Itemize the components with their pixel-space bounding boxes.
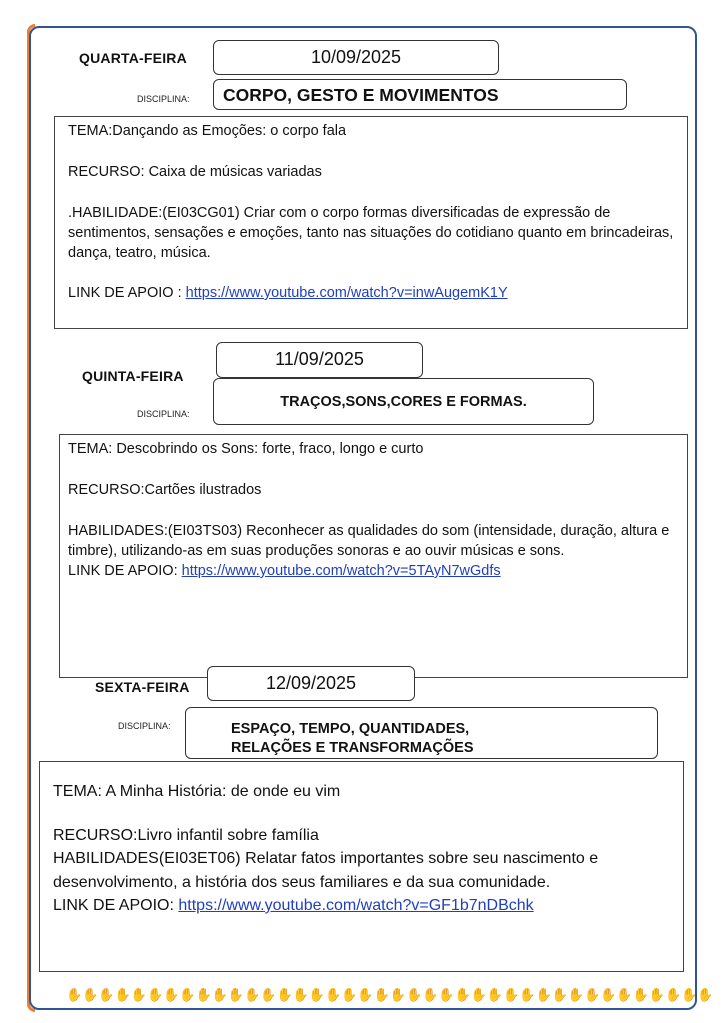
support-link-wednesday[interactable]: https://www.youtube.com/watch?v=inwAugemK1Y bbox=[185, 285, 508, 301]
hand-icon: ✋ bbox=[179, 987, 196, 1002]
discipline-label-friday: DISCIPLINA: bbox=[118, 721, 171, 731]
hand-icon: ✋ bbox=[389, 987, 406, 1002]
lesson-box-friday bbox=[39, 761, 684, 972]
hand-icon: ✋ bbox=[551, 987, 568, 1002]
hand-icon: ✋ bbox=[567, 987, 584, 1002]
hand-icon: ✋ bbox=[438, 987, 455, 1002]
hand-icon: ✋ bbox=[260, 987, 277, 1002]
hand-icon: ✋ bbox=[373, 987, 390, 1002]
link-label-friday: LINK DE APOIO: bbox=[53, 897, 179, 914]
hand-icon: ✋ bbox=[486, 987, 504, 1002]
weekday-wednesday: QUARTA-FEIRA bbox=[79, 50, 187, 66]
hand-icon: ✋ bbox=[82, 987, 99, 1002]
hand-icon: ✋ bbox=[163, 987, 180, 1002]
recurso-thursday: RECURSO:Cartões ilustrados bbox=[68, 482, 262, 498]
hand-icon: ✋ bbox=[664, 987, 682, 1002]
habilidade-friday: HABILIDADES(EI03ET06) Relatar fatos importantes sobre seu nascimento e desenvolvimento, a história dos seus familiares e da sua comunidade. bbox=[53, 850, 599, 891]
hand-icon: ✋ bbox=[146, 987, 164, 1002]
hand-icon: ✋ bbox=[244, 987, 261, 1002]
support-link-thursday[interactable]: https://www.youtube.com/watch?v=5TAyN7wGdfs bbox=[181, 563, 501, 579]
hand-icon: ✋ bbox=[130, 987, 147, 1002]
tema-thursday: TEMA: Descobrindo os Sons: forte, fraco, longo e curto bbox=[68, 441, 424, 457]
hand-icon: ✋ bbox=[276, 987, 293, 1002]
hand-icon: ✋ bbox=[308, 987, 325, 1002]
tema-wednesday: TEMA:Dançando as Emoções: o corpo fala bbox=[68, 123, 347, 139]
link-line-friday bbox=[53, 895, 669, 917]
recurso-wednesday: RECURSO: Caixa de músicas variadas bbox=[68, 164, 322, 180]
hand-icon: ✋ bbox=[503, 987, 520, 1002]
discipline-friday-line-1: ESPAÇO, TEMPO, QUANTIDADES, bbox=[231, 721, 470, 737]
lesson-box-wednesday bbox=[54, 116, 688, 329]
hand-icon: ✋ bbox=[681, 987, 698, 1002]
hand-icon: ✋ bbox=[648, 987, 665, 1002]
weekday-thursday: QUINTA-FEIRA bbox=[82, 368, 184, 384]
hand-icon: ✋ bbox=[584, 987, 601, 1002]
hand-icon: ✋ bbox=[195, 987, 212, 1002]
recurso-friday: RECURSO:Livro infantil sobre família bbox=[53, 827, 319, 844]
hand-icon: ✋ bbox=[211, 987, 228, 1002]
lesson-box-thursday bbox=[59, 434, 688, 678]
link-line-wednesday bbox=[68, 283, 675, 303]
date-thursday: 11/09/2025 bbox=[216, 342, 423, 378]
discipline-thursday: TRAÇOS,SONS,CORES E FORMAS. bbox=[213, 378, 594, 425]
discipline-label-wednesday: DISCIPLINA: bbox=[137, 94, 190, 104]
support-link-friday[interactable]: https://www.youtube.com/watch?v=GF1b7nDBchk bbox=[178, 897, 534, 914]
hand-icon: ✋ bbox=[405, 987, 423, 1002]
discipline-wednesday: CORPO, GESTO E MOVIMENTOS bbox=[213, 79, 627, 110]
date-wednesday: 10/09/2025 bbox=[213, 40, 499, 75]
link-label-wednesday: LINK DE APOIO : bbox=[68, 285, 186, 301]
hand-icon: ✋ bbox=[535, 987, 552, 1002]
discipline-label-thursday: DISCIPLINA: bbox=[137, 409, 190, 419]
hand-icon: ✋ bbox=[292, 987, 309, 1002]
hand-icon: ✋ bbox=[600, 987, 617, 1002]
link-line-thursday bbox=[68, 561, 675, 581]
tema-friday: TEMA: A Minha História: de onde eu vim bbox=[53, 783, 341, 800]
link-label-thursday: LINK DE APOIO: bbox=[68, 563, 182, 579]
hand-icon: ✋ bbox=[454, 987, 471, 1002]
hand-icon: ✋ bbox=[98, 987, 115, 1002]
habilidade-wednesday: .HABILIDADE:(EI03CG01) Criar com o corpo formas diversificadas de expressão de sentimentos, sensações e emoções, tanto nas situações do cotidiano quanto em brincadeiras, dança, teatro, música. bbox=[68, 205, 674, 261]
hand-icon: ✋ bbox=[616, 987, 633, 1002]
hand-icon: ✋ bbox=[341, 987, 358, 1002]
date-friday: 12/09/2025 bbox=[207, 666, 415, 701]
discipline-friday-line-2: RELAÇÕES E TRANSFORMAÇÕES bbox=[231, 740, 474, 756]
hand-icon: ✋ bbox=[325, 987, 342, 1002]
hand-icon: ✋ bbox=[227, 987, 245, 1002]
hand-icon: ✋ bbox=[632, 987, 649, 1002]
discipline-friday bbox=[185, 707, 658, 759]
hand-icon: ✋ bbox=[470, 987, 487, 1002]
weekday-friday: SEXTA-FEIRA bbox=[95, 679, 190, 695]
hand-icon: ✋ bbox=[114, 987, 131, 1002]
habilidade-thursday: HABILIDADES:(EI03TS03) Reconhecer as qualidades do som (intensidade, duração, altura e timbre), utilizando-as em suas produções sonoras e ao ouvir músicas e sons. bbox=[68, 523, 670, 559]
handprint-decoration bbox=[66, 985, 714, 1005]
hand-icon: ✋ bbox=[66, 987, 83, 1002]
hand-icon: ✋ bbox=[357, 987, 374, 1002]
hand-icon: ✋ bbox=[697, 987, 714, 1002]
hand-icon: ✋ bbox=[422, 987, 439, 1002]
hand-icon: ✋ bbox=[519, 987, 536, 1002]
